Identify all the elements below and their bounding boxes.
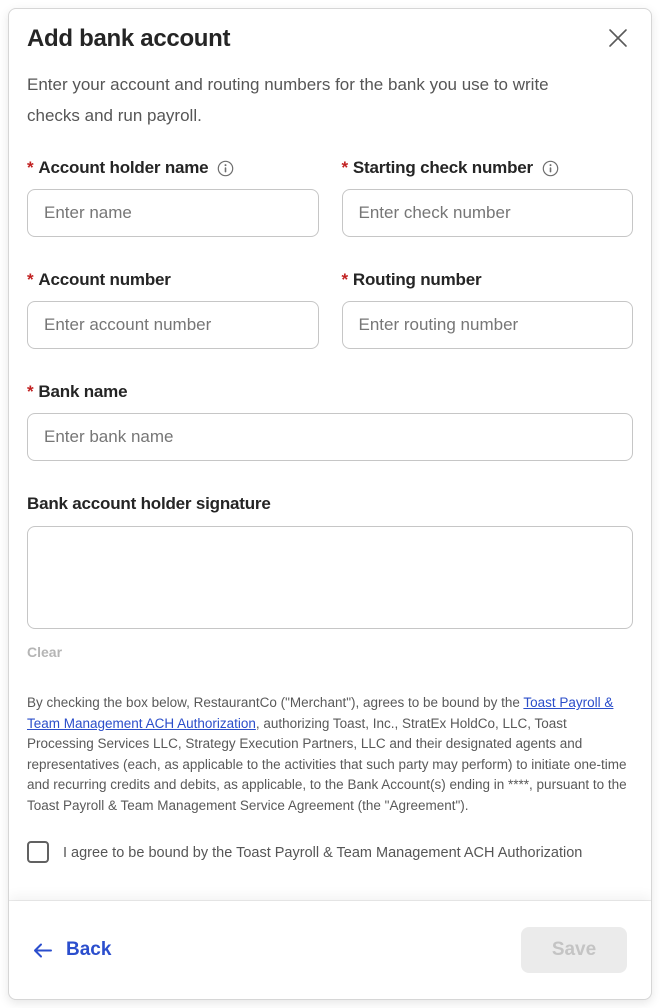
modal-header (27, 23, 633, 55)
account-holder-name-label: * Account holder name (27, 158, 319, 178)
required-marker: * (27, 382, 34, 401)
required-marker: * (27, 158, 34, 177)
agreement-checkbox-label: I agree to be bound by the Toast Payroll & Team Management ACH Authorization (63, 845, 583, 861)
starting-check-number-label: * Starting check number (342, 158, 634, 178)
info-icon[interactable] (542, 160, 559, 177)
required-marker: * (341, 270, 348, 289)
field-account-number (27, 270, 319, 349)
signature-section (27, 494, 633, 660)
signature-label: Bank account holder signature (27, 494, 271, 513)
back-arrow-icon (31, 942, 53, 959)
back-button[interactable] (31, 939, 111, 961)
account-number-label: * Account number (27, 270, 171, 289)
close-icon (604, 24, 632, 52)
signature-pad[interactable] (27, 526, 633, 629)
account-number-input[interactable] (27, 301, 319, 349)
info-icon[interactable] (217, 160, 234, 177)
back-button-label: Back (66, 939, 112, 960)
modal-content (9, 9, 651, 999)
field-bank-name (27, 382, 633, 461)
agreement-checkbox[interactable] (27, 841, 49, 863)
add-bank-account-modal (8, 8, 652, 1000)
required-marker: * (341, 158, 348, 177)
save-button[interactable]: Save (521, 927, 627, 973)
bank-name-input[interactable] (27, 413, 633, 461)
starting-check-number-input[interactable] (342, 189, 634, 237)
field-routing-number (342, 270, 634, 349)
close-button[interactable] (601, 21, 635, 55)
page-title: Add bank account (27, 25, 231, 52)
agreement-row (27, 841, 633, 864)
field-starting-check-number (342, 158, 634, 237)
legal-text: By checking the box below, RestaurantCo ("Merchant"), agrees to be bound by the Toast Payroll & Team Management ACH Authorization, authorizing Toast, Inc., StratEx HoldCo, LLC, Toast Processing Services LLC, Strategy Execution Partners, LLC and their designated agents and representatives (each, as applicable to the activities that such party may perform) to initiate one-time and recurring credits and debits, as applicable, to the Bank Account(s) ending in ****, pursuant to the Toast Payroll & Team Management Service Agreement (the "Agreement"). (27, 695, 627, 813)
required-marker: * (27, 270, 34, 289)
field-account-holder-name (27, 158, 319, 237)
routing-number-label: * Routing number (341, 270, 482, 289)
ach-authorization-link[interactable]: Toast Payroll & Team Management ACH Authorization (27, 695, 614, 731)
account-holder-name-input[interactable] (27, 189, 319, 237)
routing-number-input[interactable] (342, 301, 634, 349)
modal-footer (9, 901, 651, 999)
bank-name-label: * Bank name (27, 382, 128, 401)
signature-clear-button[interactable]: Clear (27, 644, 63, 660)
modal-description: Enter your account and routing numbers for the bank you use to write checks and run payroll. (27, 75, 549, 125)
bank-account-form (27, 158, 633, 461)
